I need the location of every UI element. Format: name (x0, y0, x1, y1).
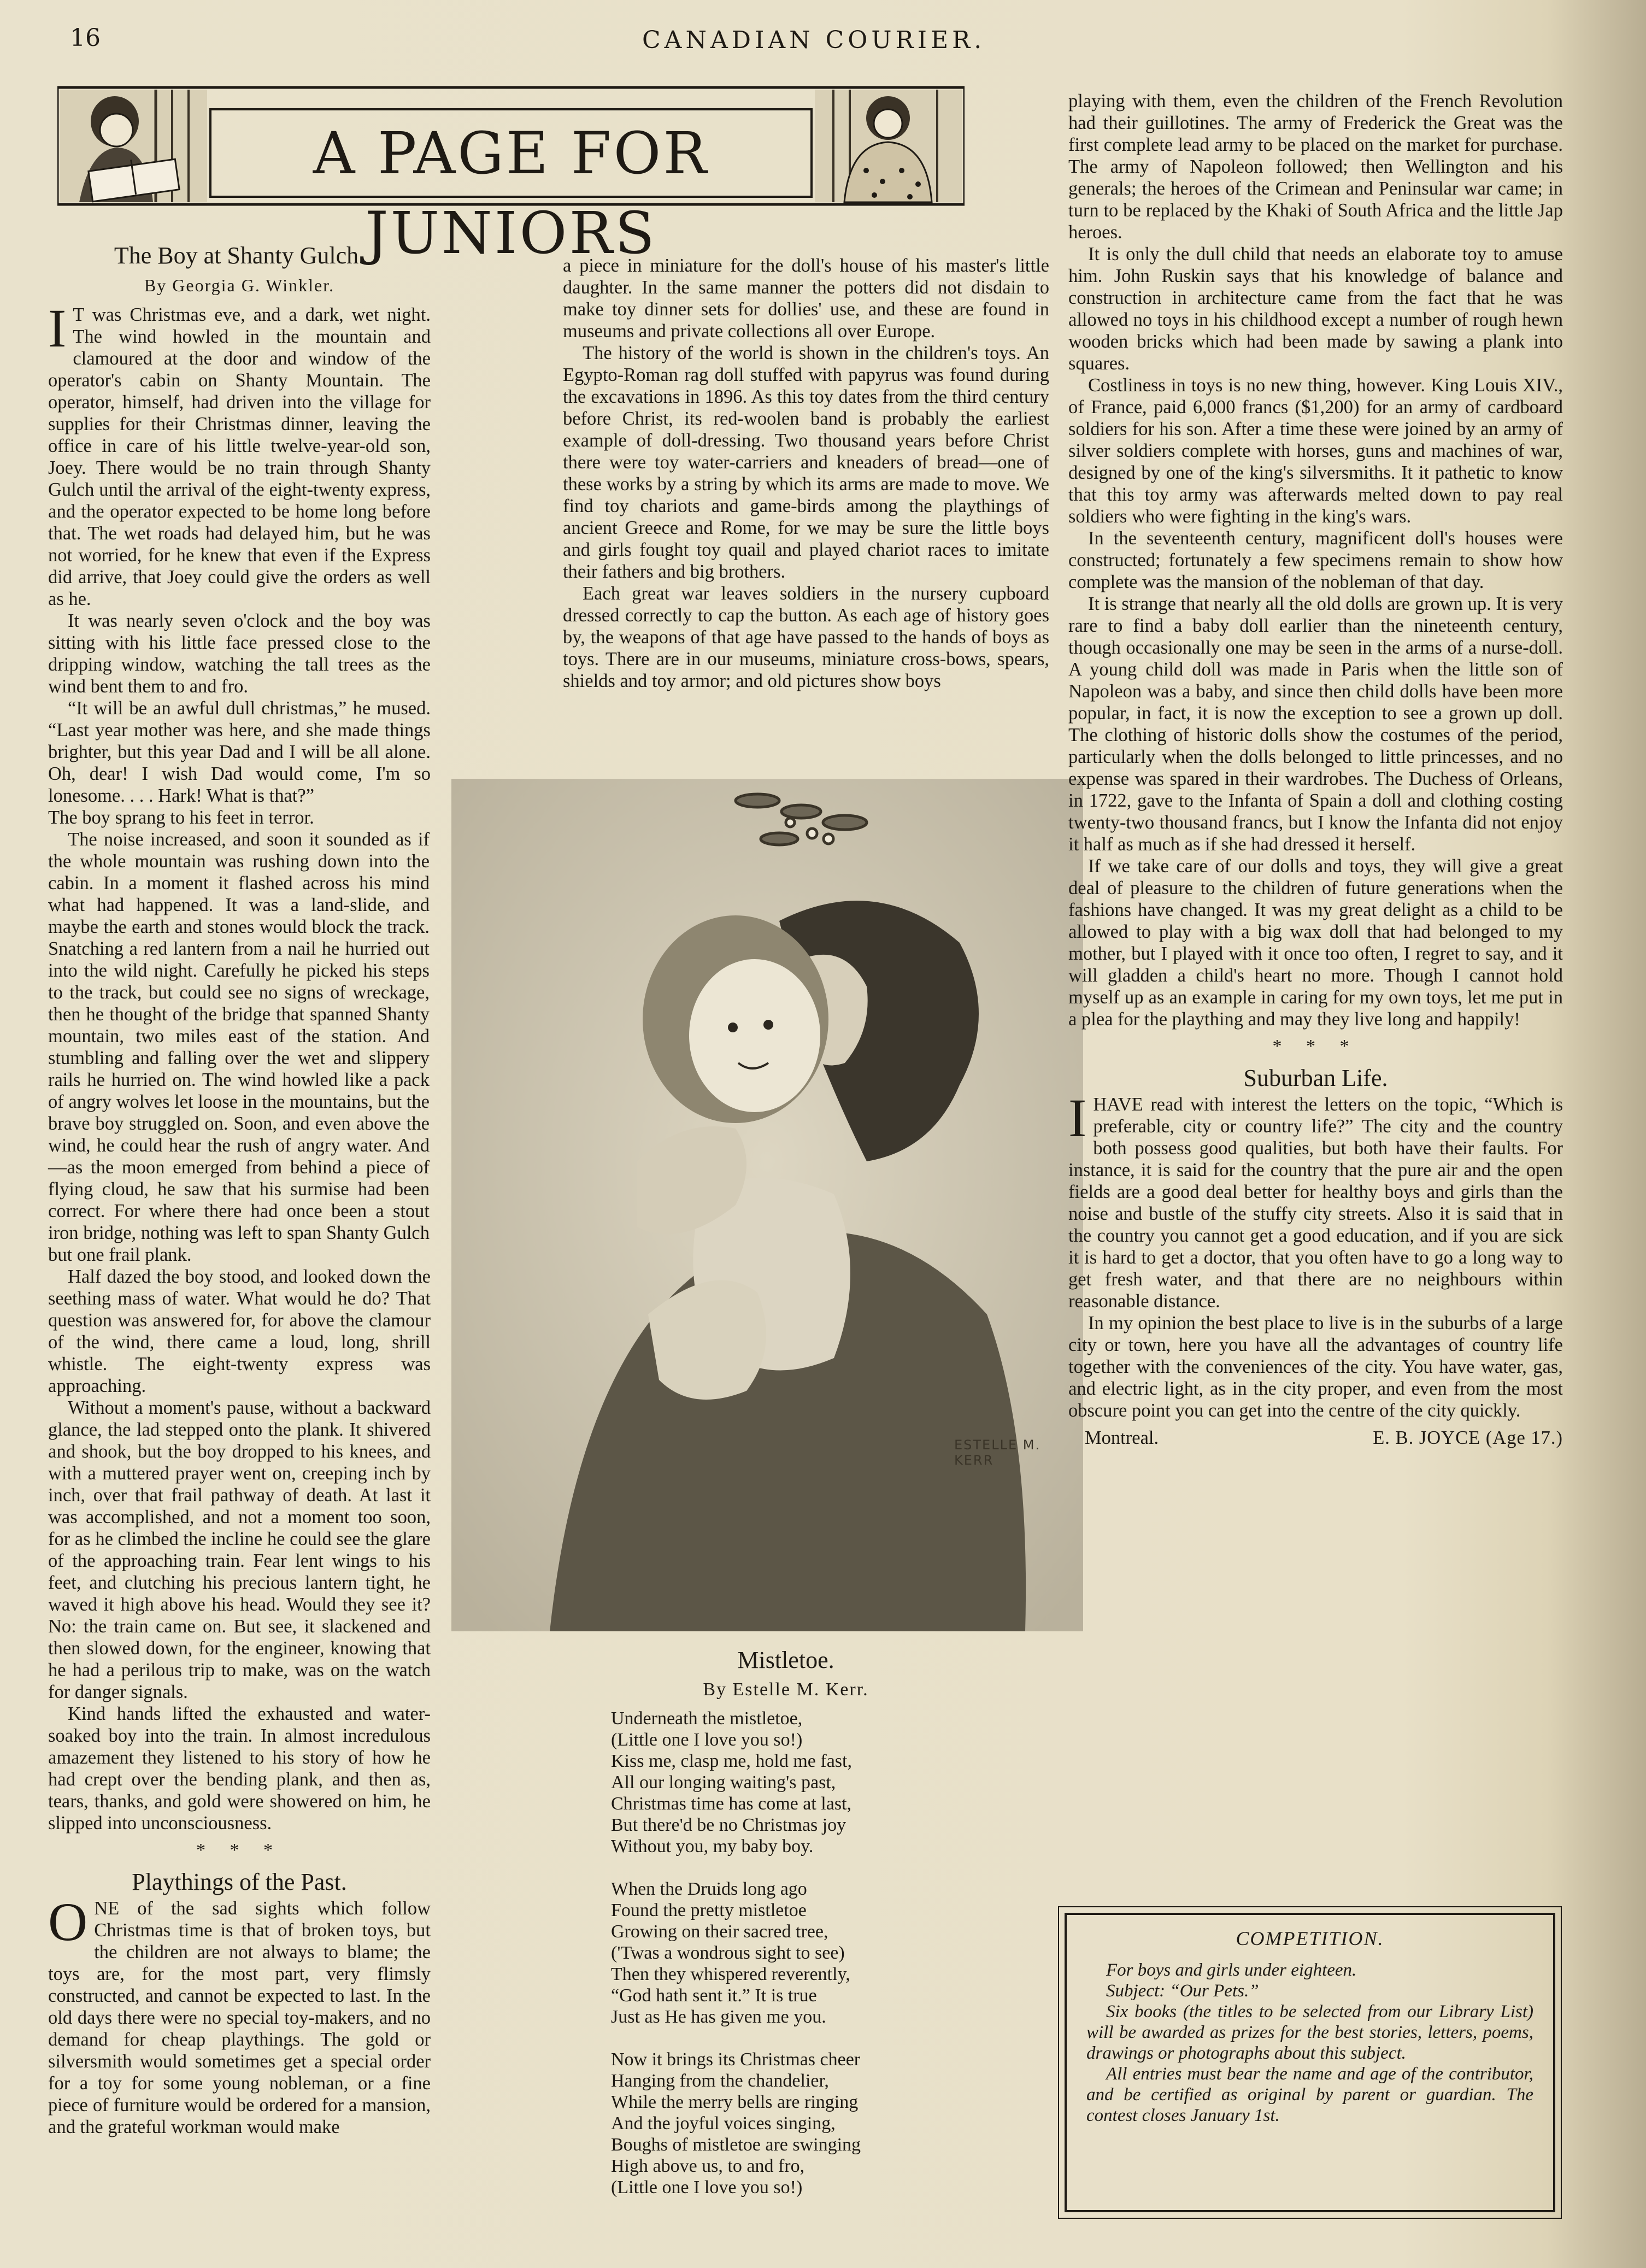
story-byline: By Georgia G. Winkler. (144, 275, 335, 295)
section-divider: * * * (1272, 1036, 1359, 1056)
paragraph: Each great war leaves soldiers in the nursery cupboard dressed correctly to cap the button. As each age of history goes by, the weapons of that age have passed to the hands of boys as toys. There are in our museums, miniature cross-bows, spears, shields and toy armor; and old pictures show boys (563, 583, 1049, 691)
paragraph: It is strange that nearly all the old dolls are grown up. It is very rare to find a baby doll earlier than the nineteenth century, though occasionally one may be seen in the arms of a nurse-doll. A young child doll was made in Paris when the little son of Napoleon was a baby, and since then child dolls have been more popular, in fact, it is now the exception to see a grown up doll. The clothing of historic dolls show the costumes of the period, particularly when the dolls belonged to little princesses, and no expense was spared in their wardrobes. The Duchess of Orleans, in 1722, gave to the Infanta of Spain a doll and clothing costing twenty-two thousand francs, but I know the Infanta did not enjoy it half as much as if she had dressed it herself. (1068, 594, 1563, 855)
paragraph: The history of the world is shown in the children's toys. An Egypto-Roman rag doll stuffed with papyrus was found during the excavations in 1896. As this toy dates from the third century before Christ, its red-woolen band is probably the earliest example of doll-dressing. Two thousand years before Christ there were toy water-carriers and kneaders of bread—one of these works by a string by which its arms are made to move. We find toy chariots and game-birds among the playthings of ancient Greece and Rome, for we may be sure the little boys and girls fought toy quail and played chariot races to imitate their fathers and big brothers. (563, 343, 1049, 582)
paragraph: NE of the sad sights which follow Christmas time is that of broken toys, but the children are not always to blame; the toys are, for the most part, very flimsly constructed, and cannot be expected to last. In the old days there were no special toy-makers, and no demand for cheap playthings. The gold or silversmith would sometimes get a special order for a toy for some young nobleman, or a fine piece of furniture would be ordered for a mansion, and the grateful workman would make (48, 1898, 431, 2137)
paragraph: It is only the dull child that needs an elaborate toy to amuse him. John Ruskin says that his knowledge of balance and construction in architecture came from the fact that he was allowed no toys in his childhood except a number of rough hewn wooden bricks which had been made by sawing a plank into squares. (1068, 244, 1563, 374)
competition-title: COMPETITION. (1236, 1928, 1384, 1949)
poem-line: Hanging from the chandelier, (611, 2071, 829, 2091)
running-head: CANADIAN COURIER. (642, 26, 986, 54)
paragraph: It was nearly seven o'clock and the boy was sitting with his little face pressed close to the dripping window, watching the tall trees as the wind bent them to and fro. (48, 610, 431, 697)
paragraph: T was Christmas eve, and a dark, wet night. The wind howled in the mountain and clamoured at the door and window of the operator's cabin on Shanty Mountain. The operator, himself, had driven into the village for supplies for their Christmas dinner, leaving the office in care of his little twelve-year-old son, Joey. There would be no train through Shanty Gulch until the arrival of the eight-twenty express, and the operator expected to be home long before that. The wet roads had delayed him, but he was not worried, for he knew that even if the Express did arrive, that Joey could give the orders as well as he. (48, 304, 431, 609)
drop-cap: I (1068, 1088, 1087, 1148)
section-divider: * * * (196, 1840, 283, 1860)
paragraph: If we take care of our dolls and toys, they will give a great deal of pleasure to the children of future generations when the fashions have changed. It was my great delight as a child to be allowed to play with a big wax doll that had belonged to my mother, but I played with it once too often, I regret to say, and it will gladden a child's heart no more. Though I cannot hold myself up as an example in caring for my own toys, let me put in a plea for the plaything and may they live long and happily! (1068, 856, 1563, 1030)
competition-box (1065, 1913, 1555, 2212)
poem-title: Mistletoe. (737, 1647, 834, 1673)
mistletoe-illustration (451, 779, 1083, 1631)
poem-line: Then they whispered reverently, (611, 1964, 850, 1984)
poem-line: ('Twas a wondrous sight to see) (611, 1943, 845, 1963)
poem-line: “God hath sent it.” It is true (611, 1985, 817, 2006)
poem-line: Kiss me, clasp me, hold me fast, (611, 1751, 852, 1771)
paragraph: Kind hands lifted the exhausted and water-soaked boy into the train. In almost incredulous amazement they listened to his story of how he had crept over the bending plank, and then as, tears, thanks, and gold were showered on him, he slipped into unconsciousness. (48, 1703, 431, 1834)
competition-line: For boys and girls under eighteen. (1106, 1960, 1357, 1980)
competition-line: Subject: “Our Pets.” (1106, 1981, 1259, 2001)
paragraph: Without a moment's pause, without a backward glance, the lad stepped onto the plank. It shivered and shook, but the boy dropped to his knees, and with a muttered prayer went on, creeping inch by inch, over that frail pathway of death. At last it was accomplished, and not a moment too soon, for as he climbed the incline he could see the glare of the approaching train. Fear lent wings to his feet, and clutching his precious lantern tight, he waved it high above his head. Would they see it? No: the train came on. But see, it slackened and then slowed down, for the engineer, knowing that he had a perilous trip to make, was on the watch for danger signals. (48, 1397, 431, 1702)
poem-line: Christmas time has come at last, (611, 1794, 852, 1814)
paragraph: a piece in miniature for the doll's house of his master's little daughter. In the same manner the potters did not disdain to make toy dinner sets for dollies' use, and these are found in museums and private collections all over Europe. (563, 255, 1049, 342)
poem-line: High above us, to and fro, (611, 2156, 805, 2176)
story-title: The Boy at Shanty Gulch. (114, 242, 365, 269)
page-number: 16 (70, 24, 101, 52)
poem-line: Without you, my baby boy. (611, 1836, 814, 1856)
poem-line: (Little one I love you so!) (611, 2177, 803, 2198)
paragraph: In my opinion the best place to live is in the suburbs of a large city or town, here you have all the advantages of country life together with the conveniences of the city. You have water, gas, and electric light, as in the city proper, and even from the most obscure point you can get into the centre of the city quickly. (1068, 1313, 1563, 1421)
mistletoe-poem (611, 1645, 961, 2198)
paragraph: Costliness in toys is no new thing, however. King Louis XIV., of France, paid 6,000 francs ($1,200) for an army of cardboard soldiers for his son. After a time these were joined by an army of silver soldiers complete with horses, guns and machines of war, designed by one of the king's silversmiths. It it pathetic to know that this toy army was afterwards melted down to pay real soldiers who were fighting in the king's wars. (1068, 375, 1563, 527)
paragraph: The boy sprang to his feet in terror. (48, 807, 314, 828)
paragraph: playing with them, even the children of the French Revolution had their guillotines. The army of Frederick the Great was the first complete lead army to be placed on the market for purchase. The army of Napoleon followed; then Wellington and his generals; the heroes of the Crimean and Peninsular war came; in turn to be replaced by the Khaki of South Africa and the little Jap heroes. (1068, 91, 1563, 243)
column-3 (1068, 90, 1563, 1449)
poem-line: Underneath the mistletoe, (611, 1708, 803, 1729)
poem-byline: By Estelle M. Kerr. (703, 1679, 869, 1700)
competition-line: Six books (the titles to be selected from our Library List) will be awarded as prizes for the best stories, letters, poems, drawings or photographs about this subject. (1086, 2002, 1533, 2063)
column-2 (563, 255, 1049, 692)
paragraph: In the seventeenth century, magnificent doll's houses were constructed; fortunately a few specimens remain to show how complete was the mansion of the nobleman of that day. (1068, 528, 1563, 592)
column-1 (48, 240, 431, 2138)
story-title: Playthings of the Past. (132, 1869, 347, 1895)
story-title: Suburban Life. (1243, 1065, 1388, 1091)
reading-child-illustration (60, 90, 207, 202)
poem-line: Now it brings its Christmas cheer (611, 2049, 861, 2070)
nurse-doll-illustration (815, 90, 962, 202)
paragraph: “It will be an awful dull christmas,” he mused. “Last year mother was here, and she made things brighter, but this year Dad and I will be all alone. Oh, dear! I wish Dad would come, I'm so lonesome. . . . Hark! What is that?” (48, 698, 431, 806)
poem-line: (Little one I love you so!) (611, 1730, 803, 1750)
artist-signature: ESTELLE M. KERR (954, 1437, 1041, 1468)
poem-line: Just as He has given me you. (611, 2007, 826, 2027)
paragraph: HAVE read with interest the letters on the topic, “Which is preferable, city or country life?” The city and the country both possess good qualities, but both have their faults. For instance, it is said for the country that the pure air and the open fields are a good deal better for healthy boys and girls than the noise and bustle of the stuffy city streets. Also it is said that in the country you cannot get a good education, and if you are sick it is hard to get a doctor, that you often have to go a long way to get fresh water, and that there are no neighbours within reasonable distance. (1068, 1094, 1563, 1312)
paragraph: Half dazed the boy stood, and looked down the seething mass of water. What would he do? That question was answered for, for above the clamour of the wind, there came a loud, long, shrill whistle. The eight-twenty express was approaching. (48, 1266, 431, 1396)
banner-title: A PAGE FOR JUNIORS (313, 120, 709, 267)
mother-child-drawing (451, 779, 1083, 1631)
drop-cap: I (48, 298, 67, 359)
letter-place: Montreal. (1085, 1427, 1159, 1448)
letter-signature: E. B. JOYCE (Age 17.) (1373, 1427, 1563, 1448)
poem-line: Found the pretty mistletoe (611, 1900, 807, 1920)
poem-line: Growing on their sacred tree, (611, 1922, 828, 1942)
poem-line: All our longing waiting's past, (611, 1772, 836, 1793)
drop-cap: O (48, 1891, 88, 1952)
competition-line: All entries must bear the name and age of the contributor, and be certified as original by parent or guardian. The contest closes January 1st. (1086, 2064, 1533, 2125)
poem-line: But there'd be no Christmas joy (611, 1815, 846, 1835)
poem-line: While the merry bells are ringing (611, 2092, 859, 2112)
poem-line: When the Druids long ago (611, 1879, 807, 1899)
poem-line: And the joyful voices singing, (611, 2113, 836, 2134)
poem-line: Boughs of mistletoe are swinging (611, 2135, 861, 2155)
paragraph: The noise increased, and soon it sounded as if the whole mountain was rushing down into the cabin. In a moment it flashed across his mind what had happened. It was a land-slide, and maybe the earth and stones would block the track. Snatching a red lantern from a nail he hurried out into the wild night. Carefully he picked his steps to the track, but could see no signs of wreckage, then he thought of the bridge that spanned Shanty mountain, two miles east of the station. And stumbling and falling over the wet and slippery rails he hurried on. The wind howled like a pack of angry wolves let loose in the mountains, but the brave boy struggled on. Soon, and even above the wind, he could hear the rush of angry water. And—as the moon emerged from behind a piece of flying cloud, he saw that his surmise had been correct. For where there had once been a stout iron bridge, nothing was left to span Shanty Gulch but one frail plank. (48, 829, 430, 1265)
